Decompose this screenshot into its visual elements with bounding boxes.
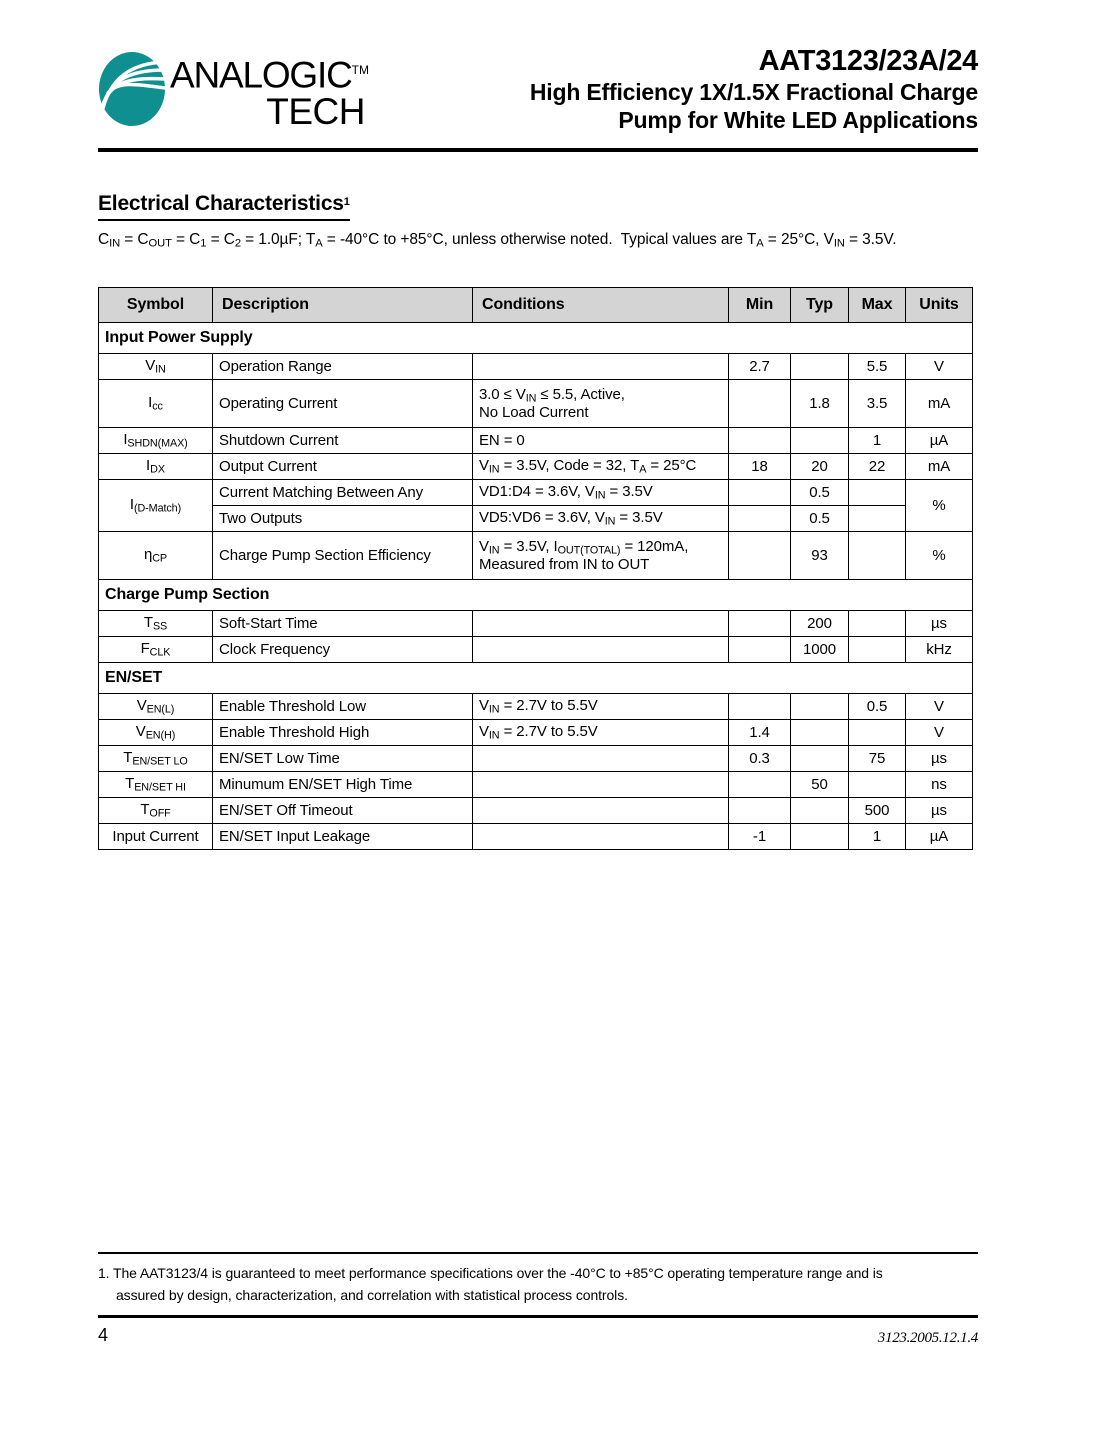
cell-min	[729, 798, 791, 824]
page-number: 4	[98, 1325, 109, 1345]
cell-max: 1	[849, 428, 906, 454]
cell-units: µA	[906, 824, 973, 850]
column-header-max: Max	[849, 288, 906, 323]
cell-typ	[791, 694, 849, 720]
cell-min	[729, 772, 791, 798]
cell-symbol: $T_{SS}$	[99, 611, 213, 637]
column-header-symbol: Symbol	[99, 288, 213, 323]
section-heading-footnote-marker: 1	[343, 196, 350, 209]
cell-units: mA	[906, 454, 973, 480]
cell-symbol: $T_{EN/SET LO}$	[99, 746, 213, 772]
cell-units: mA	[906, 380, 973, 428]
cell-conditions: EN = 0	[473, 428, 729, 454]
footnote-line-2: assured by design, characterization, and correlation with statistical process controls.	[116, 1287, 628, 1303]
cell-max: 1	[849, 824, 906, 850]
cell-max: 500	[849, 798, 906, 824]
company-logo	[98, 42, 369, 133]
test-conditions-note: $C_{IN} = C_{OUT} = C_1 = C_2 = 1.0\mu F$; $T_A = -40^\circ C$ to +85°C, unless otherwise noted. Typical values are $T_A = 25^\circ C$, $V_{IN} = 3.5V$.	[98, 231, 897, 250]
cell-typ: 1000	[791, 637, 849, 663]
table-row	[99, 532, 973, 580]
cell-min	[729, 637, 791, 663]
section-title-input-power-supply: Input Power Supply	[99, 323, 973, 354]
cell-min: 0.3	[729, 746, 791, 772]
cell-conditions	[473, 746, 729, 772]
cell-conditions	[473, 637, 729, 663]
cell-units: V	[906, 354, 973, 380]
cell-min	[729, 506, 791, 532]
cell-max	[849, 506, 906, 532]
section-title-charge-pump-section: Charge Pump Section	[99, 580, 973, 611]
cell-min	[729, 480, 791, 506]
cell-description: Soft-Start Time	[213, 611, 473, 637]
cell-units: kHz	[906, 637, 973, 663]
table-row	[99, 694, 973, 720]
cell-symbol: $\eta_{CP}$	[99, 532, 213, 580]
cell-units: µs	[906, 611, 973, 637]
cell-conditions	[473, 798, 729, 824]
document-subtitle-line2: Pump for White LED Applications	[618, 107, 978, 133]
cell-conditions	[473, 611, 729, 637]
cell-conditions: VD1:D4 = 3.6V, $V_{IN} = 3.5V$	[473, 480, 729, 506]
document-subtitle-line1: High Efficiency 1X/1.5X Fractional Charge	[529, 79, 978, 105]
cell-min	[729, 532, 791, 580]
cell-symbol: Input Current	[99, 824, 213, 850]
table-section-header-row	[99, 580, 973, 611]
cell-description: Operating Current	[213, 380, 473, 428]
table-row	[99, 637, 973, 663]
cell-typ: 0.5	[791, 480, 849, 506]
cell-description: Operation Range	[213, 354, 473, 380]
column-header-description: Description	[213, 288, 473, 323]
cell-max: 5.5	[849, 354, 906, 380]
logo-brand-sub-text: TECH	[266, 91, 365, 133]
section-heading	[98, 192, 350, 221]
document-revision-code: 3123.2005.12.1.4	[877, 1330, 978, 1346]
cell-description: Two Outputs	[213, 506, 473, 532]
cell-min: 1.4	[729, 720, 791, 746]
cell-min	[729, 380, 791, 428]
cell-max	[849, 611, 906, 637]
table-row	[99, 720, 973, 746]
cell-max	[849, 772, 906, 798]
cell-description: Clock Frequency	[213, 637, 473, 663]
footer-divider	[98, 1315, 978, 1318]
cell-conditions: $V_{IN} = 2.7V$ to 5.5V	[473, 720, 729, 746]
cell-conditions: $3.0 \le V_{IN} \le 5.5$, Active, No Load Current	[473, 380, 729, 428]
cell-description: EN/SET Low Time	[213, 746, 473, 772]
section-heading-text: Electrical Characteristics	[98, 192, 344, 215]
table-section-header-row	[99, 663, 973, 694]
cell-units: µA	[906, 428, 973, 454]
document-title-block	[530, 42, 978, 134]
cell-typ: 20	[791, 454, 849, 480]
table-row	[99, 428, 973, 454]
table-row	[99, 506, 973, 532]
cell-typ	[791, 428, 849, 454]
page-header	[98, 42, 978, 147]
table-row	[99, 380, 973, 428]
cell-units: %	[906, 532, 973, 580]
cell-symbol: $T_{EN/SET HI}$	[99, 772, 213, 798]
cell-max: 0.5	[849, 694, 906, 720]
cell-min	[729, 611, 791, 637]
cell-typ	[791, 746, 849, 772]
cell-typ	[791, 720, 849, 746]
cell-description: Current Matching Between Any	[213, 480, 473, 506]
cell-conditions	[473, 824, 729, 850]
logo-wordmark	[170, 50, 369, 133]
cell-max	[849, 532, 906, 580]
cell-typ	[791, 824, 849, 850]
cell-units: %	[906, 480, 973, 532]
table-row	[99, 354, 973, 380]
analogic-tech-logo-icon	[98, 50, 166, 128]
cell-description: Shutdown Current	[213, 428, 473, 454]
cell-max	[849, 720, 906, 746]
cell-description: Enable Threshold Low	[213, 694, 473, 720]
cell-units: V	[906, 694, 973, 720]
cell-symbol: $I_{cc}$	[99, 380, 213, 428]
cell-conditions: $V_{IN} = 2.7V$ to 5.5V	[473, 694, 729, 720]
cell-conditions: VD5:VD6 = 3.6V, $V_{IN} = 3.5V$	[473, 506, 729, 532]
cell-units: ns	[906, 772, 973, 798]
cell-typ: 1.8	[791, 380, 849, 428]
part-number-title: AAT3123/23A/24	[758, 45, 978, 77]
cell-min	[729, 694, 791, 720]
cell-conditions	[473, 772, 729, 798]
table-header-row	[99, 288, 973, 323]
table-row	[99, 798, 973, 824]
table-row	[99, 746, 973, 772]
cell-description: Output Current	[213, 454, 473, 480]
cell-symbol: $I_{DX}$	[99, 454, 213, 480]
column-header-min: Min	[729, 288, 791, 323]
cell-conditions: $V_{IN} = 3.5V$, Code = 32, $T_A = 25^\circ C$	[473, 454, 729, 480]
table-section-header-row	[99, 323, 973, 354]
logo-brand-text: ANALOGIC	[170, 54, 352, 96]
cell-min: 18	[729, 454, 791, 480]
cell-max: 75	[849, 746, 906, 772]
cell-description: EN/SET Off Timeout	[213, 798, 473, 824]
cell-typ	[791, 354, 849, 380]
cell-typ: 93	[791, 532, 849, 580]
footnote-divider	[98, 1252, 978, 1254]
column-header-conditions: Conditions	[473, 288, 729, 323]
cell-symbol: $F_{CLK}$	[99, 637, 213, 663]
table-row	[99, 454, 973, 480]
cell-conditions	[473, 354, 729, 380]
column-header-units: Units	[906, 288, 973, 323]
cell-units: V	[906, 720, 973, 746]
cell-units: µs	[906, 746, 973, 772]
column-header-typ: Typ	[791, 288, 849, 323]
cell-units: µs	[906, 798, 973, 824]
cell-max: 22	[849, 454, 906, 480]
cell-max	[849, 480, 906, 506]
header-divider	[98, 148, 978, 152]
footnote-line-1: 1. The AAT3123/4 is guaranteed to meet performance specifications over the -40°C to +85°C operating temperature range and is	[98, 1265, 883, 1281]
cell-max: 3.5	[849, 380, 906, 428]
electrical-characteristics-table	[98, 287, 973, 850]
cell-symbol: $I_{(D-Match)}$	[99, 480, 213, 532]
table-row	[99, 480, 973, 506]
section-title-en-set: EN/SET	[99, 663, 973, 694]
cell-symbol: $V_{EN(L)}$	[99, 694, 213, 720]
trademark-symbol: TM	[351, 63, 369, 77]
cell-typ: 50	[791, 772, 849, 798]
cell-typ: 0.5	[791, 506, 849, 532]
cell-typ	[791, 798, 849, 824]
cell-symbol: $V_{IN}$	[99, 354, 213, 380]
table-row	[99, 611, 973, 637]
cell-min	[729, 428, 791, 454]
cell-description: EN/SET Input Leakage	[213, 824, 473, 850]
cell-symbol: $T_{OFF}$	[99, 798, 213, 824]
table-row	[99, 772, 973, 798]
table-row	[99, 824, 973, 850]
cell-max	[849, 637, 906, 663]
cell-symbol: $V_{EN(H)}$	[99, 720, 213, 746]
cell-min: 2.7	[729, 354, 791, 380]
footnote	[98, 1262, 978, 1306]
cell-min: -1	[729, 824, 791, 850]
cell-symbol: $I_{SHDN(MAX)}$	[99, 428, 213, 454]
cell-description: Minumum EN/SET High Time	[213, 772, 473, 798]
cell-description: Enable Threshold High	[213, 720, 473, 746]
cell-typ: 200	[791, 611, 849, 637]
cell-conditions: $V_{IN} = 3.5V$, $I_{OUT(TOTAL)} = 120mA$, Measured from IN to OUT	[473, 532, 729, 580]
cell-description: Charge Pump Section Efficiency	[213, 532, 473, 580]
